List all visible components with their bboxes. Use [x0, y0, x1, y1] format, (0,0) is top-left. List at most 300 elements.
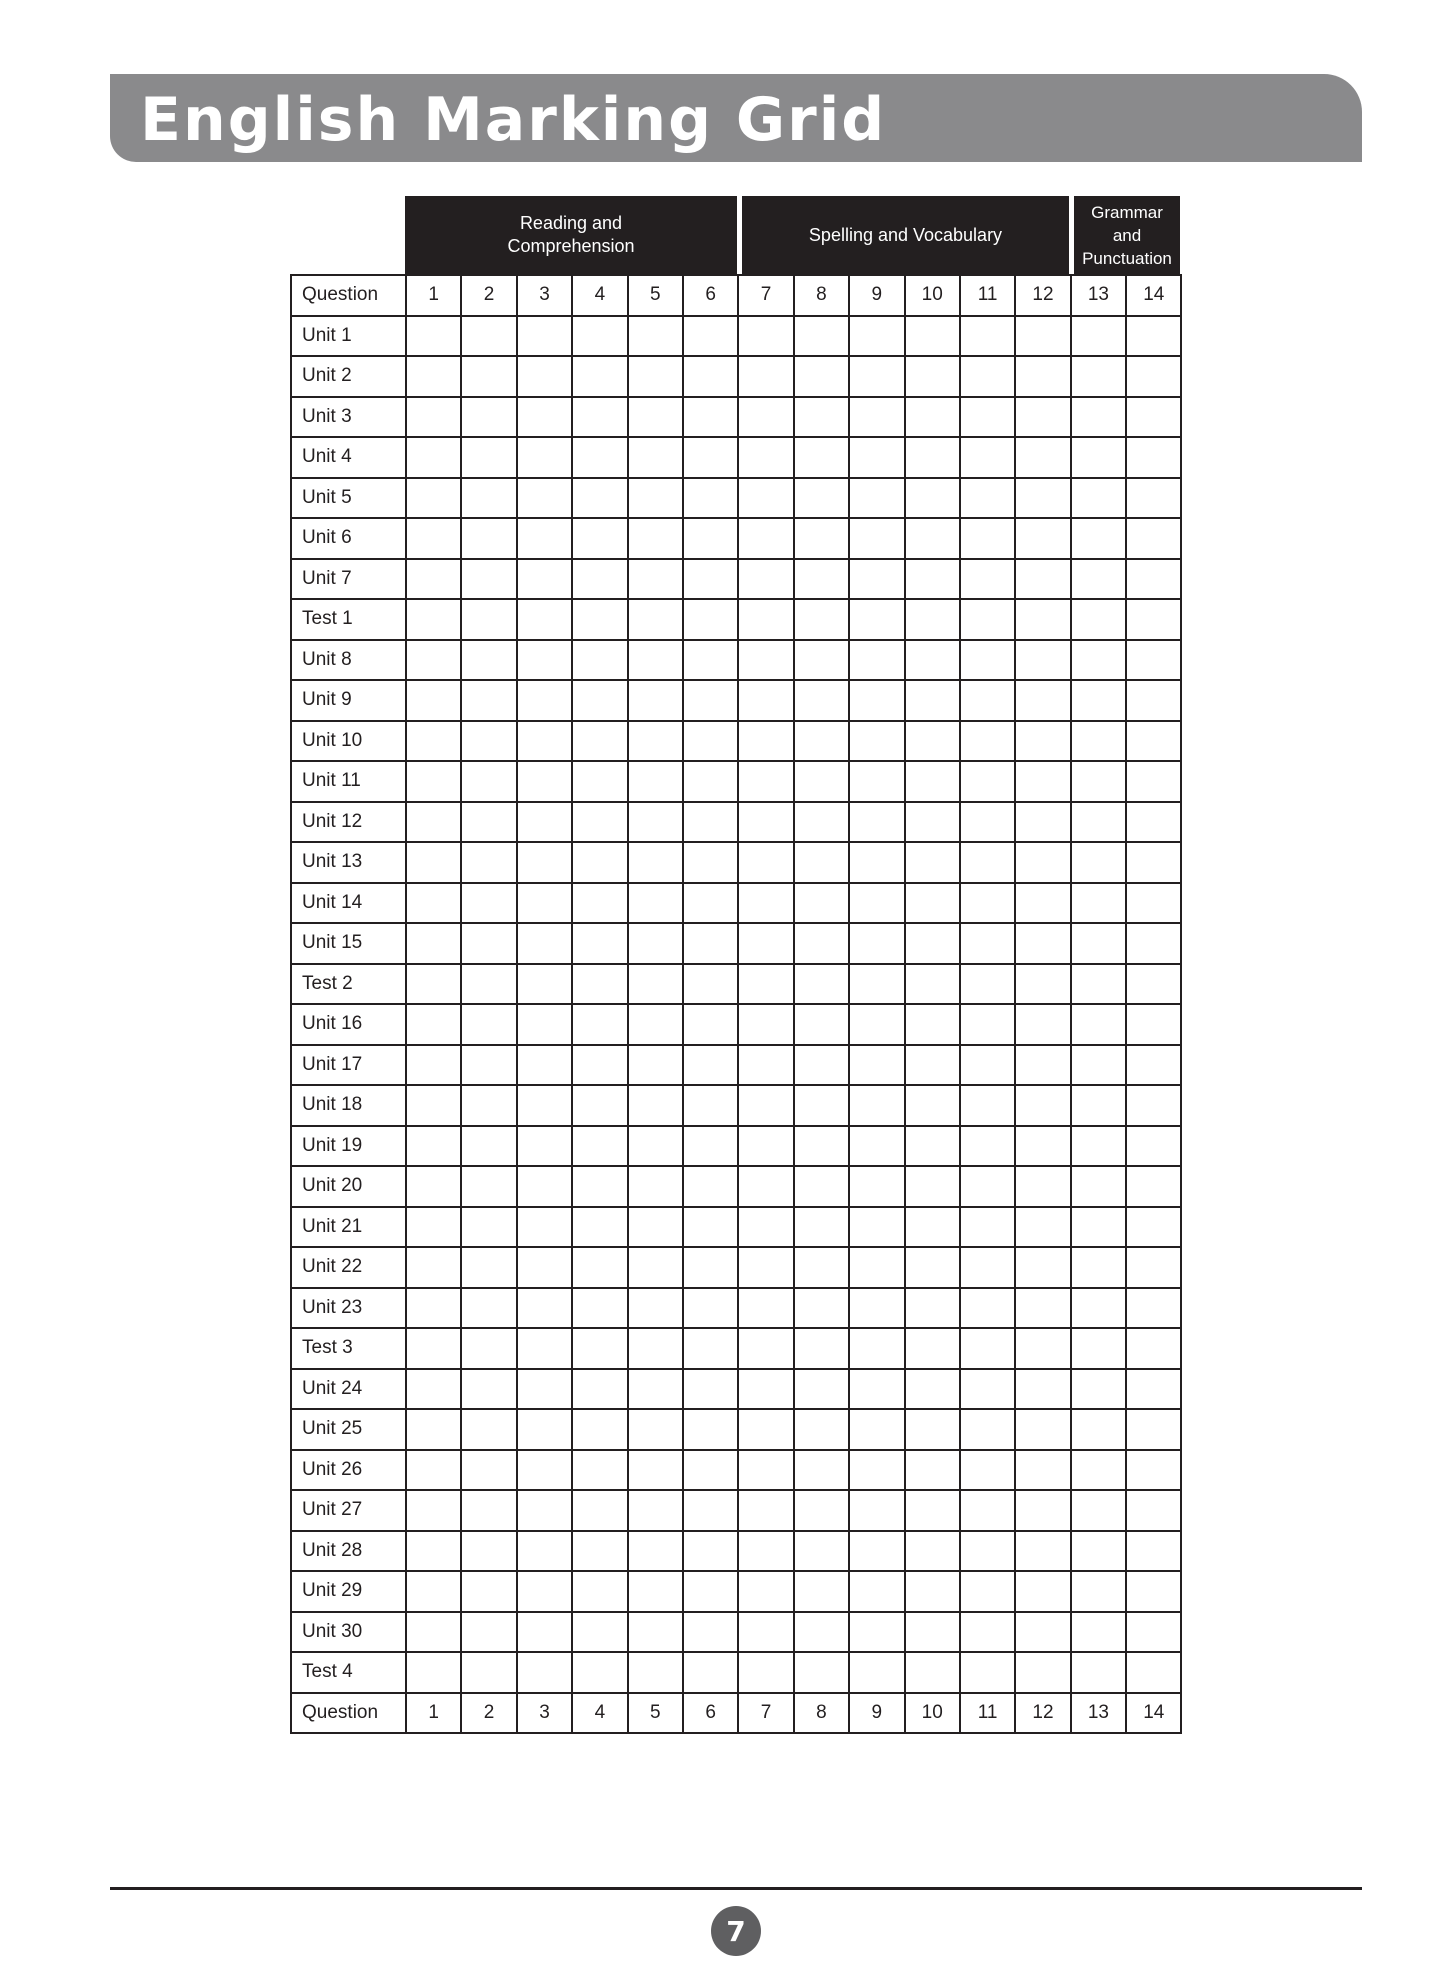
mark-cell[interactable] [572, 1328, 627, 1369]
mark-cell[interactable] [683, 964, 738, 1005]
mark-cell[interactable] [1071, 1369, 1126, 1410]
mark-cell[interactable] [738, 397, 793, 438]
mark-cell[interactable] [794, 1531, 849, 1572]
mark-cell[interactable] [517, 356, 572, 397]
mark-cell[interactable] [1071, 1652, 1126, 1693]
mark-cell[interactable] [1015, 1571, 1070, 1612]
mark-cell[interactable] [572, 964, 627, 1005]
mark-cell[interactable] [461, 842, 516, 883]
mark-cell[interactable] [1015, 1531, 1070, 1572]
mark-cell[interactable] [572, 923, 627, 964]
mark-cell[interactable] [905, 721, 960, 762]
mark-cell[interactable] [849, 1328, 904, 1369]
mark-cell[interactable] [1126, 356, 1181, 397]
mark-cell[interactable] [1071, 1004, 1126, 1045]
mark-cell[interactable] [461, 640, 516, 681]
mark-cell[interactable] [461, 518, 516, 559]
mark-cell[interactable] [849, 721, 904, 762]
mark-cell[interactable] [628, 883, 683, 924]
mark-cell[interactable] [738, 1166, 793, 1207]
mark-cell[interactable] [849, 1288, 904, 1329]
mark-cell[interactable] [849, 1004, 904, 1045]
mark-cell[interactable] [1126, 1288, 1181, 1329]
mark-cell[interactable] [794, 1328, 849, 1369]
mark-cell[interactable] [628, 1450, 683, 1491]
mark-cell[interactable] [794, 680, 849, 721]
mark-cell[interactable] [738, 1207, 793, 1248]
mark-cell[interactable] [905, 761, 960, 802]
mark-cell[interactable] [1126, 923, 1181, 964]
mark-cell[interactable] [905, 1612, 960, 1653]
mark-cell[interactable] [1015, 1045, 1070, 1086]
mark-cell[interactable] [406, 1328, 461, 1369]
mark-cell[interactable] [738, 761, 793, 802]
mark-cell[interactable] [1071, 761, 1126, 802]
mark-cell[interactable] [1071, 397, 1126, 438]
mark-cell[interactable] [517, 842, 572, 883]
mark-cell[interactable] [1126, 761, 1181, 802]
mark-cell[interactable] [905, 478, 960, 519]
mark-cell[interactable] [849, 599, 904, 640]
mark-cell[interactable] [960, 1450, 1015, 1491]
mark-cell[interactable] [849, 842, 904, 883]
mark-cell[interactable] [683, 1045, 738, 1086]
mark-cell[interactable] [683, 1166, 738, 1207]
mark-cell[interactable] [1015, 437, 1070, 478]
mark-cell[interactable] [683, 680, 738, 721]
mark-cell[interactable] [1071, 1085, 1126, 1126]
mark-cell[interactable] [960, 883, 1015, 924]
mark-cell[interactable] [905, 1531, 960, 1572]
mark-cell[interactable] [738, 680, 793, 721]
mark-cell[interactable] [738, 1247, 793, 1288]
mark-cell[interactable] [1126, 1328, 1181, 1369]
mark-cell[interactable] [738, 316, 793, 357]
mark-cell[interactable] [960, 1571, 1015, 1612]
mark-cell[interactable] [960, 1531, 1015, 1572]
mark-cell[interactable] [517, 437, 572, 478]
mark-cell[interactable] [1126, 316, 1181, 357]
mark-cell[interactable] [738, 802, 793, 843]
mark-cell[interactable] [461, 1328, 516, 1369]
mark-cell[interactable] [1071, 559, 1126, 600]
mark-cell[interactable] [1015, 356, 1070, 397]
mark-cell[interactable] [1126, 640, 1181, 681]
mark-cell[interactable] [1071, 1531, 1126, 1572]
mark-cell[interactable] [1071, 721, 1126, 762]
mark-cell[interactable] [738, 842, 793, 883]
mark-cell[interactable] [517, 1490, 572, 1531]
mark-cell[interactable] [628, 478, 683, 519]
mark-cell[interactable] [683, 1652, 738, 1693]
mark-cell[interactable] [905, 599, 960, 640]
mark-cell[interactable] [849, 437, 904, 478]
mark-cell[interactable] [960, 1328, 1015, 1369]
mark-cell[interactable] [461, 1085, 516, 1126]
mark-cell[interactable] [572, 802, 627, 843]
mark-cell[interactable] [1015, 1490, 1070, 1531]
mark-cell[interactable] [794, 1247, 849, 1288]
mark-cell[interactable] [905, 964, 960, 1005]
mark-cell[interactable] [905, 1652, 960, 1693]
mark-cell[interactable] [960, 761, 1015, 802]
mark-cell[interactable] [1071, 964, 1126, 1005]
mark-cell[interactable] [849, 1531, 904, 1572]
mark-cell[interactable] [461, 1166, 516, 1207]
mark-cell[interactable] [849, 964, 904, 1005]
mark-cell[interactable] [1015, 1612, 1070, 1653]
mark-cell[interactable] [1015, 559, 1070, 600]
mark-cell[interactable] [683, 842, 738, 883]
mark-cell[interactable] [849, 1571, 904, 1612]
mark-cell[interactable] [406, 1126, 461, 1167]
mark-cell[interactable] [960, 1409, 1015, 1450]
mark-cell[interactable] [406, 1288, 461, 1329]
mark-cell[interactable] [1126, 518, 1181, 559]
mark-cell[interactable] [794, 1571, 849, 1612]
mark-cell[interactable] [1126, 1247, 1181, 1288]
mark-cell[interactable] [1015, 1247, 1070, 1288]
mark-cell[interactable] [517, 478, 572, 519]
mark-cell[interactable] [1126, 1571, 1181, 1612]
mark-cell[interactable] [628, 1004, 683, 1045]
mark-cell[interactable] [628, 680, 683, 721]
mark-cell[interactable] [517, 923, 572, 964]
mark-cell[interactable] [794, 1490, 849, 1531]
mark-cell[interactable] [572, 1288, 627, 1329]
mark-cell[interactable] [517, 1207, 572, 1248]
mark-cell[interactable] [517, 1247, 572, 1288]
mark-cell[interactable] [738, 923, 793, 964]
mark-cell[interactable] [461, 1247, 516, 1288]
mark-cell[interactable] [1126, 1652, 1181, 1693]
mark-cell[interactable] [1015, 1409, 1070, 1450]
mark-cell[interactable] [1071, 599, 1126, 640]
mark-cell[interactable] [794, 1612, 849, 1653]
mark-cell[interactable] [1071, 842, 1126, 883]
mark-cell[interactable] [960, 1126, 1015, 1167]
mark-cell[interactable] [572, 518, 627, 559]
mark-cell[interactable] [628, 842, 683, 883]
mark-cell[interactable] [1015, 1207, 1070, 1248]
mark-cell[interactable] [406, 1571, 461, 1612]
mark-cell[interactable] [1126, 1045, 1181, 1086]
mark-cell[interactable] [960, 1490, 1015, 1531]
mark-cell[interactable] [1071, 1612, 1126, 1653]
mark-cell[interactable] [905, 640, 960, 681]
mark-cell[interactable] [1015, 478, 1070, 519]
mark-cell[interactable] [406, 1450, 461, 1491]
mark-cell[interactable] [905, 1328, 960, 1369]
mark-cell[interactable] [1071, 1450, 1126, 1491]
mark-cell[interactable] [960, 1288, 1015, 1329]
mark-cell[interactable] [960, 1612, 1015, 1653]
mark-cell[interactable] [461, 1207, 516, 1248]
mark-cell[interactable] [517, 883, 572, 924]
mark-cell[interactable] [461, 1126, 516, 1167]
mark-cell[interactable] [683, 356, 738, 397]
mark-cell[interactable] [794, 518, 849, 559]
mark-cell[interactable] [905, 1369, 960, 1410]
mark-cell[interactable] [628, 1490, 683, 1531]
mark-cell[interactable] [960, 680, 1015, 721]
mark-cell[interactable] [849, 478, 904, 519]
mark-cell[interactable] [517, 1126, 572, 1167]
mark-cell[interactable] [1015, 316, 1070, 357]
mark-cell[interactable] [794, 437, 849, 478]
mark-cell[interactable] [572, 1166, 627, 1207]
mark-cell[interactable] [683, 1207, 738, 1248]
mark-cell[interactable] [849, 316, 904, 357]
mark-cell[interactable] [628, 316, 683, 357]
mark-cell[interactable] [794, 1004, 849, 1045]
mark-cell[interactable] [406, 1004, 461, 1045]
mark-cell[interactable] [517, 1369, 572, 1410]
mark-cell[interactable] [572, 1126, 627, 1167]
mark-cell[interactable] [461, 1490, 516, 1531]
mark-cell[interactable] [794, 356, 849, 397]
mark-cell[interactable] [849, 1369, 904, 1410]
mark-cell[interactable] [461, 1004, 516, 1045]
mark-cell[interactable] [628, 721, 683, 762]
mark-cell[interactable] [738, 1328, 793, 1369]
mark-cell[interactable] [461, 1531, 516, 1572]
mark-cell[interactable] [628, 802, 683, 843]
mark-cell[interactable] [406, 923, 461, 964]
mark-cell[interactable] [517, 964, 572, 1005]
mark-cell[interactable] [794, 1288, 849, 1329]
mark-cell[interactable] [1015, 1004, 1070, 1045]
mark-cell[interactable] [517, 1004, 572, 1045]
mark-cell[interactable] [628, 1612, 683, 1653]
mark-cell[interactable] [461, 1571, 516, 1612]
mark-cell[interactable] [794, 923, 849, 964]
mark-cell[interactable] [406, 1369, 461, 1410]
mark-cell[interactable] [1126, 559, 1181, 600]
mark-cell[interactable] [628, 397, 683, 438]
mark-cell[interactable] [905, 316, 960, 357]
mark-cell[interactable] [572, 1612, 627, 1653]
mark-cell[interactable] [683, 1004, 738, 1045]
mark-cell[interactable] [905, 1409, 960, 1450]
mark-cell[interactable] [1071, 883, 1126, 924]
mark-cell[interactable] [406, 1045, 461, 1086]
mark-cell[interactable] [905, 680, 960, 721]
mark-cell[interactable] [1126, 680, 1181, 721]
mark-cell[interactable] [960, 1207, 1015, 1248]
mark-cell[interactable] [849, 1207, 904, 1248]
mark-cell[interactable] [628, 964, 683, 1005]
mark-cell[interactable] [517, 397, 572, 438]
mark-cell[interactable] [1126, 1126, 1181, 1167]
mark-cell[interactable] [572, 397, 627, 438]
mark-cell[interactable] [1015, 923, 1070, 964]
mark-cell[interactable] [1015, 397, 1070, 438]
mark-cell[interactable] [738, 1045, 793, 1086]
mark-cell[interactable] [1015, 1369, 1070, 1410]
mark-cell[interactable] [461, 964, 516, 1005]
mark-cell[interactable] [628, 640, 683, 681]
mark-cell[interactable] [1126, 478, 1181, 519]
mark-cell[interactable] [794, 1166, 849, 1207]
mark-cell[interactable] [794, 964, 849, 1005]
mark-cell[interactable] [572, 478, 627, 519]
mark-cell[interactable] [1126, 1207, 1181, 1248]
mark-cell[interactable] [461, 356, 516, 397]
mark-cell[interactable] [794, 640, 849, 681]
mark-cell[interactable] [406, 356, 461, 397]
mark-cell[interactable] [794, 802, 849, 843]
mark-cell[interactable] [960, 1652, 1015, 1693]
mark-cell[interactable] [517, 1288, 572, 1329]
mark-cell[interactable] [905, 842, 960, 883]
mark-cell[interactable] [849, 761, 904, 802]
mark-cell[interactable] [1071, 1045, 1126, 1086]
mark-cell[interactable] [849, 923, 904, 964]
mark-cell[interactable] [683, 1328, 738, 1369]
mark-cell[interactable] [1071, 437, 1126, 478]
mark-cell[interactable] [849, 680, 904, 721]
mark-cell[interactable] [461, 1450, 516, 1491]
mark-cell[interactable] [1126, 964, 1181, 1005]
mark-cell[interactable] [683, 640, 738, 681]
mark-cell[interactable] [683, 1085, 738, 1126]
mark-cell[interactable] [1015, 1085, 1070, 1126]
mark-cell[interactable] [517, 518, 572, 559]
mark-cell[interactable] [406, 397, 461, 438]
mark-cell[interactable] [461, 1652, 516, 1693]
mark-cell[interactable] [960, 1166, 1015, 1207]
mark-cell[interactable] [517, 761, 572, 802]
mark-cell[interactable] [406, 1409, 461, 1450]
mark-cell[interactable] [905, 1166, 960, 1207]
mark-cell[interactable] [794, 599, 849, 640]
mark-cell[interactable] [406, 1085, 461, 1126]
mark-cell[interactable] [683, 559, 738, 600]
mark-cell[interactable] [1071, 680, 1126, 721]
mark-cell[interactable] [794, 1045, 849, 1086]
mark-cell[interactable] [406, 1166, 461, 1207]
mark-cell[interactable] [738, 1652, 793, 1693]
mark-cell[interactable] [572, 356, 627, 397]
mark-cell[interactable] [738, 1612, 793, 1653]
mark-cell[interactable] [517, 1166, 572, 1207]
mark-cell[interactable] [849, 1126, 904, 1167]
mark-cell[interactable] [794, 1409, 849, 1450]
mark-cell[interactable] [628, 1247, 683, 1288]
mark-cell[interactable] [738, 1409, 793, 1450]
mark-cell[interactable] [406, 316, 461, 357]
mark-cell[interactable] [461, 1369, 516, 1410]
mark-cell[interactable] [1126, 1409, 1181, 1450]
mark-cell[interactable] [517, 721, 572, 762]
mark-cell[interactable] [849, 518, 904, 559]
mark-cell[interactable] [905, 1450, 960, 1491]
mark-cell[interactable] [794, 1085, 849, 1126]
mark-cell[interactable] [849, 1612, 904, 1653]
mark-cell[interactable] [738, 1571, 793, 1612]
mark-cell[interactable] [406, 478, 461, 519]
mark-cell[interactable] [1071, 518, 1126, 559]
mark-cell[interactable] [517, 1409, 572, 1450]
mark-cell[interactable] [849, 356, 904, 397]
mark-cell[interactable] [1071, 1166, 1126, 1207]
mark-cell[interactable] [1015, 964, 1070, 1005]
mark-cell[interactable] [517, 1328, 572, 1369]
mark-cell[interactable] [960, 518, 1015, 559]
mark-cell[interactable] [960, 1085, 1015, 1126]
mark-cell[interactable] [905, 1045, 960, 1086]
mark-cell[interactable] [683, 316, 738, 357]
mark-cell[interactable] [461, 397, 516, 438]
mark-cell[interactable] [738, 1004, 793, 1045]
mark-cell[interactable] [517, 680, 572, 721]
mark-cell[interactable] [628, 559, 683, 600]
mark-cell[interactable] [960, 923, 1015, 964]
mark-cell[interactable] [1015, 1126, 1070, 1167]
mark-cell[interactable] [794, 478, 849, 519]
mark-cell[interactable] [794, 1450, 849, 1491]
mark-cell[interactable] [406, 559, 461, 600]
mark-cell[interactable] [849, 1166, 904, 1207]
mark-cell[interactable] [628, 1288, 683, 1329]
mark-cell[interactable] [738, 1490, 793, 1531]
mark-cell[interactable] [683, 1409, 738, 1450]
mark-cell[interactable] [905, 437, 960, 478]
mark-cell[interactable] [461, 599, 516, 640]
mark-cell[interactable] [628, 356, 683, 397]
mark-cell[interactable] [905, 1207, 960, 1248]
mark-cell[interactable] [683, 599, 738, 640]
mark-cell[interactable] [572, 761, 627, 802]
mark-cell[interactable] [849, 1409, 904, 1450]
mark-cell[interactable] [461, 437, 516, 478]
mark-cell[interactable] [517, 1085, 572, 1126]
mark-cell[interactable] [849, 1652, 904, 1693]
mark-cell[interactable] [683, 802, 738, 843]
mark-cell[interactable] [683, 1531, 738, 1572]
mark-cell[interactable] [1015, 1450, 1070, 1491]
mark-cell[interactable] [517, 802, 572, 843]
mark-cell[interactable] [406, 883, 461, 924]
mark-cell[interactable] [683, 1450, 738, 1491]
mark-cell[interactable] [683, 721, 738, 762]
mark-cell[interactable] [794, 1207, 849, 1248]
mark-cell[interactable] [628, 761, 683, 802]
mark-cell[interactable] [683, 518, 738, 559]
mark-cell[interactable] [683, 1571, 738, 1612]
mark-cell[interactable] [517, 599, 572, 640]
mark-cell[interactable] [905, 559, 960, 600]
mark-cell[interactable] [572, 640, 627, 681]
mark-cell[interactable] [905, 1490, 960, 1531]
mark-cell[interactable] [960, 964, 1015, 1005]
mark-cell[interactable] [683, 883, 738, 924]
mark-cell[interactable] [406, 842, 461, 883]
mark-cell[interactable] [905, 1004, 960, 1045]
mark-cell[interactable] [406, 802, 461, 843]
mark-cell[interactable] [572, 437, 627, 478]
mark-cell[interactable] [794, 1652, 849, 1693]
mark-cell[interactable] [572, 1531, 627, 1572]
mark-cell[interactable] [572, 1207, 627, 1248]
mark-cell[interactable] [517, 1652, 572, 1693]
mark-cell[interactable] [461, 761, 516, 802]
mark-cell[interactable] [461, 923, 516, 964]
mark-cell[interactable] [849, 1085, 904, 1126]
mark-cell[interactable] [406, 1612, 461, 1653]
mark-cell[interactable] [738, 721, 793, 762]
